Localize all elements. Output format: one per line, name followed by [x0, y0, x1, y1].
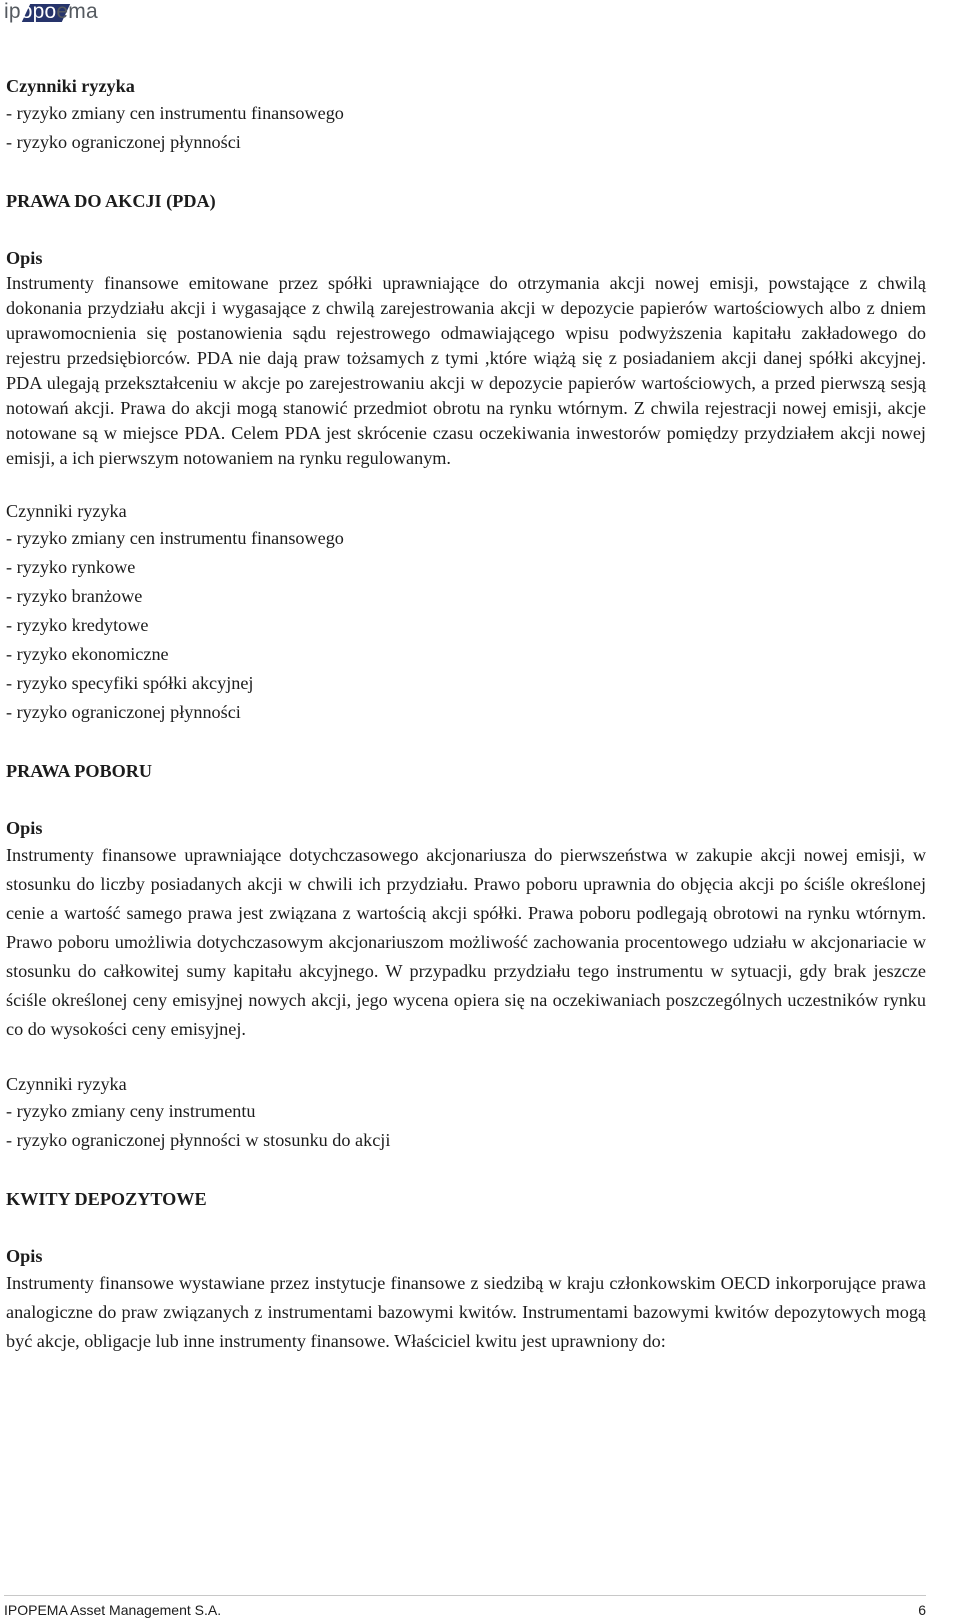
list-item: - ryzyko zmiany ceny instrumentu — [6, 1101, 256, 1121]
list-item: - ryzyko ograniczonej płynności — [6, 702, 241, 722]
section-d-title: KWITY DEPOZYTOWE — [6, 1189, 207, 1209]
page-number: 6 — [918, 1602, 926, 1618]
section-c-opis: Opis — [6, 818, 43, 838]
section-a-risk-title: Czynniki ryzyka — [6, 76, 135, 96]
list-item: - ryzyko rynkowe — [6, 557, 136, 577]
list-item: - ryzyko zmiany cen instrumentu finansowego — [6, 103, 344, 123]
section-c-risk-title: Czynniki ryzyka — [6, 1074, 127, 1094]
list-item: - ryzyko specyfiki spółki akcyjnej — [6, 673, 254, 693]
list-item: - ryzyko kredytowe — [6, 615, 149, 635]
list-item: - ryzyko zmiany cen instrumentu finansowego — [6, 528, 344, 548]
section-b-opis: Opis — [6, 248, 43, 268]
section-b-risk-list — [6, 524, 926, 727]
section-b-title: PRAWA DO AKCJI (PDA) — [6, 191, 216, 211]
logo-text-a: ip — [4, 0, 21, 23]
logo-text-c: ema — [56, 0, 98, 23]
section-a-risk-list — [6, 99, 926, 157]
section-c-text: Instrumenty finansowe uprawniające dotychczasowego akcjonariusza do pierwszeństwa w zakupie akcji nowej emisji, w stosunku do liczby posiadanych akcji w chwili ich przydziału. Prawo poboru uprawnia do objęcia akcji po ściśle określonej cenie a wartość samego prawa jest związana z wartością akcji spółki. Prawa poboru podlegają obrotowi na rynku wtórnym. Prawo poboru umożliwia dotychczasowym akcjonariuszom możliwość zachowania procentowego udziału w akcjonariacie w stosunku do całkowitej sumy kapitału akcyjnego. W przypadku przydziału tego instrumentu w sytuacji, gdy brak jeszcze ściśle określonej ceny emisyjnej nowych akcji, jego wycena opiera się na oczekiwaniach poszczególnych uczestników rynku co do wysokości ceny emisyjnej. — [6, 845, 926, 1039]
document-body — [6, 74, 926, 1356]
section-d-text: Instrumenty finansowe wystawiane przez instytucje finansowe z siedzibą w kraju członkowskim OECD inkorporujące prawa analogiczne do praw związanych z instrumentami bazowymi kwitów. Instrumentami bazowymi kwitów depozytowych mogą być akcje, obligacje lub inne instrumenty finansowe. Właściciel kwitu jest uprawniony do: — [6, 1273, 926, 1351]
footer-divider — [4, 1595, 926, 1596]
logo-text-b: opo — [20, 0, 57, 23]
section-c-risk-list — [6, 1097, 926, 1155]
footer-company: IPOPEMA Asset Management S.A. — [4, 1602, 222, 1618]
list-item: - ryzyko ograniczonej płynności — [6, 132, 241, 152]
section-c-title: PRAWA POBORU — [6, 761, 153, 781]
section-b-text: Instrumenty finansowe emitowane przez spółki uprawniające do otrzymania akcji nowej emisji, powstające z chwilą dokonania przydziału akcji i wygasające z chwilą zarejestrowania akcji w depozycie papierów wartościowych albo z dniem uprawomocnienia się postanowienia sądu rejestrowego odmawiającego wpisu podwyższenia kapitału zakładowego do rejestru przedsiębiorców. PDA nie dają praw tożsamych z tymi ,które wiążą się z posiadaniem akcji danej spółki akcyjnej. PDA ulegają przekształceniu w akcje po zarejestrowaniu akcji w depozycie papierów wartościowych, a przed pierwszą sesją notowań akcji. Prawa do akcji mogą stanowić przedmiot obrotu na rynku wtórnym. Z chwila rejestracji nowej emisji, akcje notowane są w miejsce PDA. Celem PDA jest skrócenie czasu oczekiwania inwestorów pomiędzy przydziałem akcji nowej emisji, a ich pierwszym notowaniem na rynku regulowanym. — [6, 273, 926, 468]
list-item: - ryzyko branżowe — [6, 586, 143, 606]
section-d-opis: Opis — [6, 1246, 43, 1266]
list-item: - ryzyko ograniczonej płynności w stosunku do akcji — [6, 1130, 391, 1150]
section-b-risk-title: Czynniki ryzyka — [6, 501, 127, 521]
page-footer — [4, 1601, 926, 1621]
list-item: - ryzyko ekonomiczne — [6, 644, 169, 664]
